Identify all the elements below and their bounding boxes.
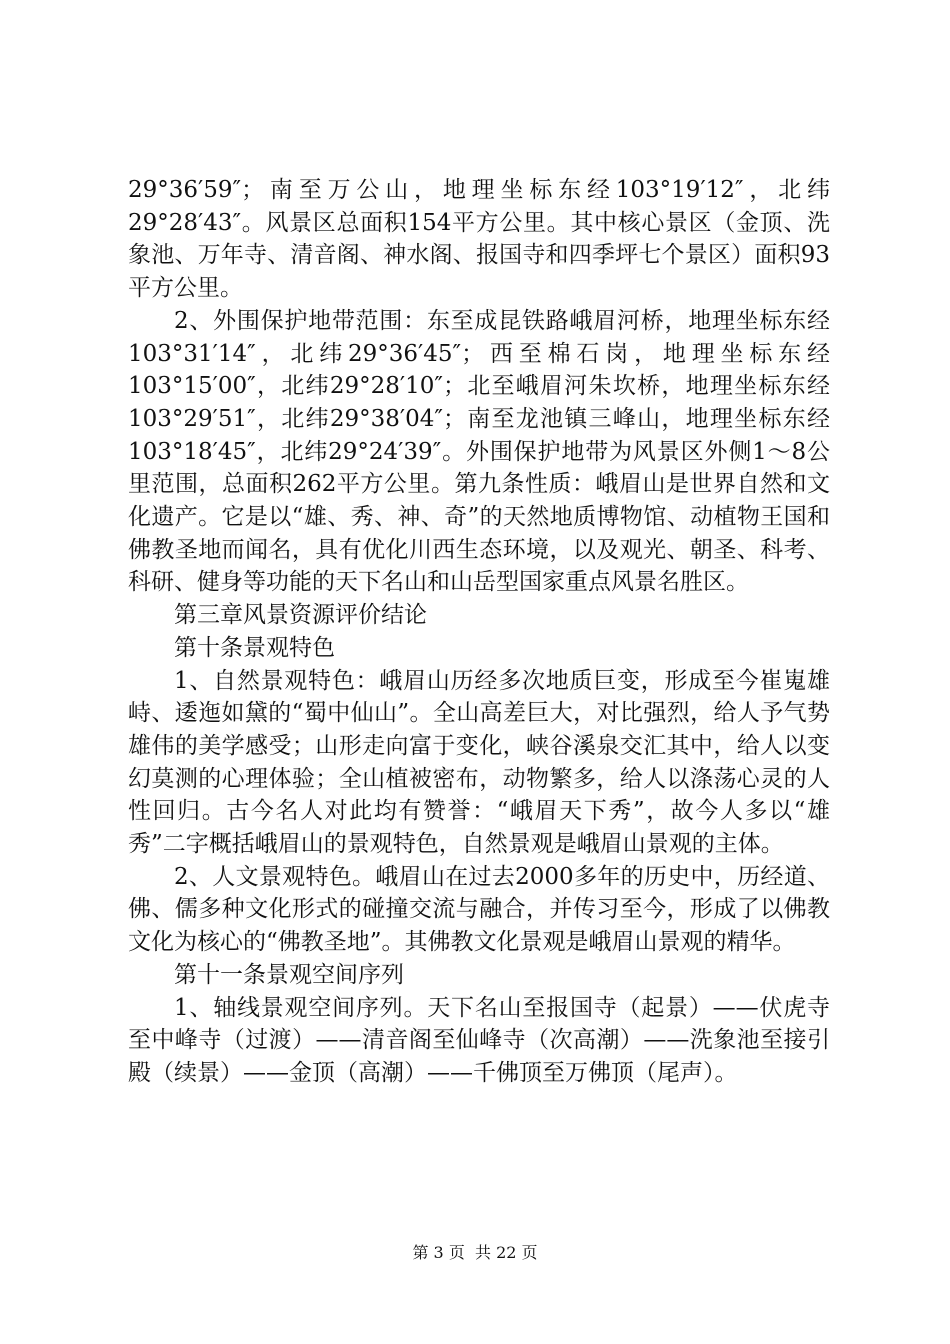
section-heading-spatial-sequence: 第十一条景观空间序列	[174, 961, 404, 988]
paragraph-buffer-zone: 2、外围保护地带范围：东至成昆铁路峨眉河桥，地理坐标东经103°31′14″，北纬29°36′45″；西至棉石岗，地理坐标东经103°15′00″，北纬29°28′10″；北至峨眉河朱坎桥，地理坐标东经103°29′51″，北纬29°38′04″；南至龙池镇三峰山，地理坐标东经103°18′45″，北纬29°24′39″。外围保护地带为风景区外侧1～8公里范围，总面积262平方公里。第九条性质：峨眉山是世界自然和文化遗产。它是以“雄、秀、神、奇”的天然地质博物馆、动植物王国和佛教圣地而闻名，具有优化川西生态环境，以及观光、朝圣、科考、科研、健身等功能的天下名山和山岳型国家重点风景名胜区。	[128, 307, 830, 596]
paragraph-cultural-landscape: 2、人文景观特色。峨眉山在过去2000多年的历史中，历经道、佛、儒多种文化形式的碰撞交流与融合，并传习至今，形成了以佛教文化为核心的“佛教圣地”。其佛教文化景观是峨眉山景观的精华。	[128, 863, 830, 956]
paragraph-axis-sequence: 1、轴线景观空间序列。天下名山至报国寺（起景）——伏虎寺至中峰寺（过渡）——清音阁至仙峰寺（次高潮）——洗象池至接引殿（续景）——金顶（高潮）——千佛顶至万佛顶（尾声）。	[128, 994, 830, 1086]
chapter-heading: 第三章风景资源评价结论	[174, 602, 427, 629]
paragraph-coordinates: 29°36′59″；南至万公山，地理坐标东经103°19′12″，北纬29°28′43″。风景区总面积154平方公里。其中核心景区（金顶、洗象池、万年寺、清音阁、神水阁、报国寺和四季坪七个景区）面积93平方公里。	[128, 177, 830, 302]
page-number: 第 3 页 共 22 页	[412, 1243, 538, 1262]
document-body	[128, 174, 830, 1090]
paragraph-natural-landscape: 1、自然景观特色：峨眉山历经多次地质巨变，形成至今崔嵬雄峙、逶迤如黛的“蜀中仙山”。全山高差巨大，对比强烈，给人予气势雄伟的美学感受；山形走向富于变化，峡谷溪泉交汇其中，给人以变幻莫测的心理体验；全山植被密布，动物繁多，给人以涤荡心灵的人性回归。古今名人对此均有赞誉：“峨眉天下秀”，故今人多以“雄秀”二字概括峨眉山的景观特色，自然景观是峨眉山景观的主体。	[128, 667, 830, 858]
page-footer	[0, 1240, 950, 1263]
section-heading-landscape-features: 第十条景观特色	[174, 634, 335, 661]
